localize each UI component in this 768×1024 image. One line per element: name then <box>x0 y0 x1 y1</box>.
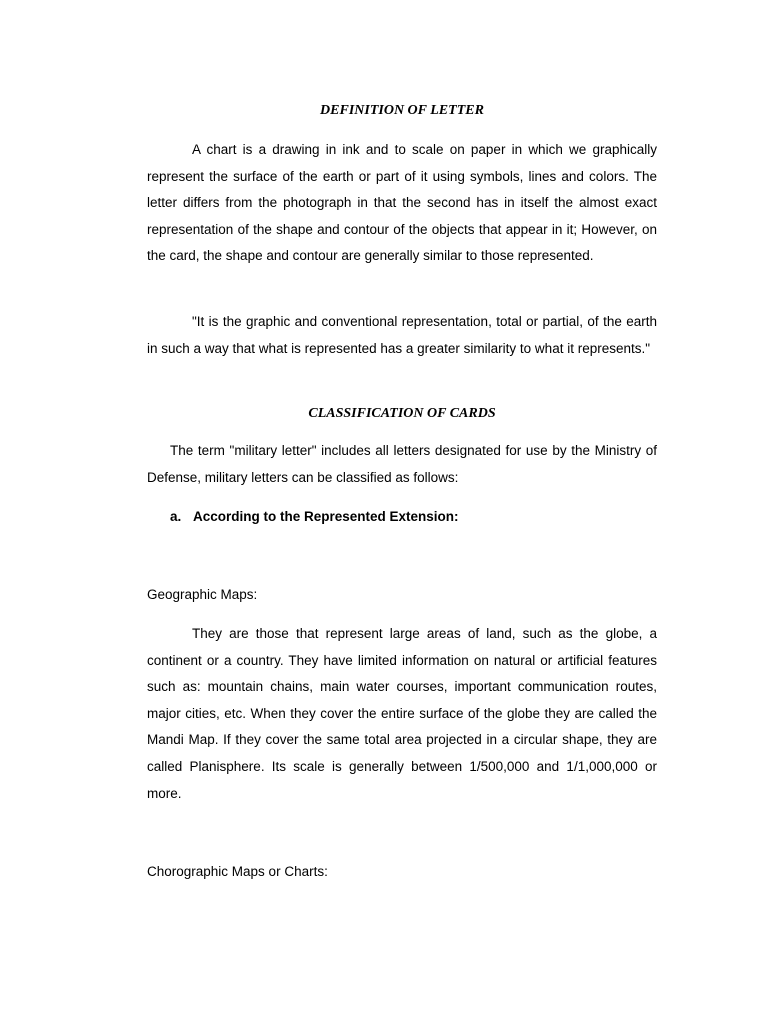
classification-list-item <box>170 507 657 527</box>
definition-paragraph-1: A chart is a drawing in ink and to scale on paper in which we graphically represent the surface of the earth or part of it using symbols, lines and colors. The letter differs from the photograph in that the second has in itself the almost exact representation of the shape and contour of the objects that appear in it; However, on the card, the shape and contour are generally similar to those represented. <box>147 142 657 264</box>
classification-intro-paragraph: The term "military letter" includes all letters designated for use by the Ministry of Defense, military letters can be classified as follows: <box>147 443 657 485</box>
geographic-maps-heading: Geographic Maps: <box>147 587 258 602</box>
classification-heading: CLASSIFICATION OF CARDS <box>308 406 496 421</box>
document-title: DEFINITION OF LETTER <box>320 103 484 118</box>
definition-paragraph-2: "It is the graphic and conventional representation, total or partial, of the earth in such a way that what is represented has a greater similarity to what it represents." <box>147 314 657 356</box>
list-item-label: According to the Represented Extension: <box>193 509 459 524</box>
geographic-maps-paragraph: They are those that represent large areas of land, such as the globe, a continent or a country. They have limited information on natural or artificial features such as: mountain chains, main water courses, important communication routes, major cities, etc. When they cover the entire surface of the globe they are called the Mandi Map. If they cover the same total area projected in a circular shape, they are called Planisphere. Its scale is generally between 1/500,000 and 1/1,000,000 or more. <box>147 626 657 801</box>
list-item-marker: a. <box>170 509 182 524</box>
chorographic-maps-heading: Chorographic Maps or Charts: <box>147 864 328 879</box>
